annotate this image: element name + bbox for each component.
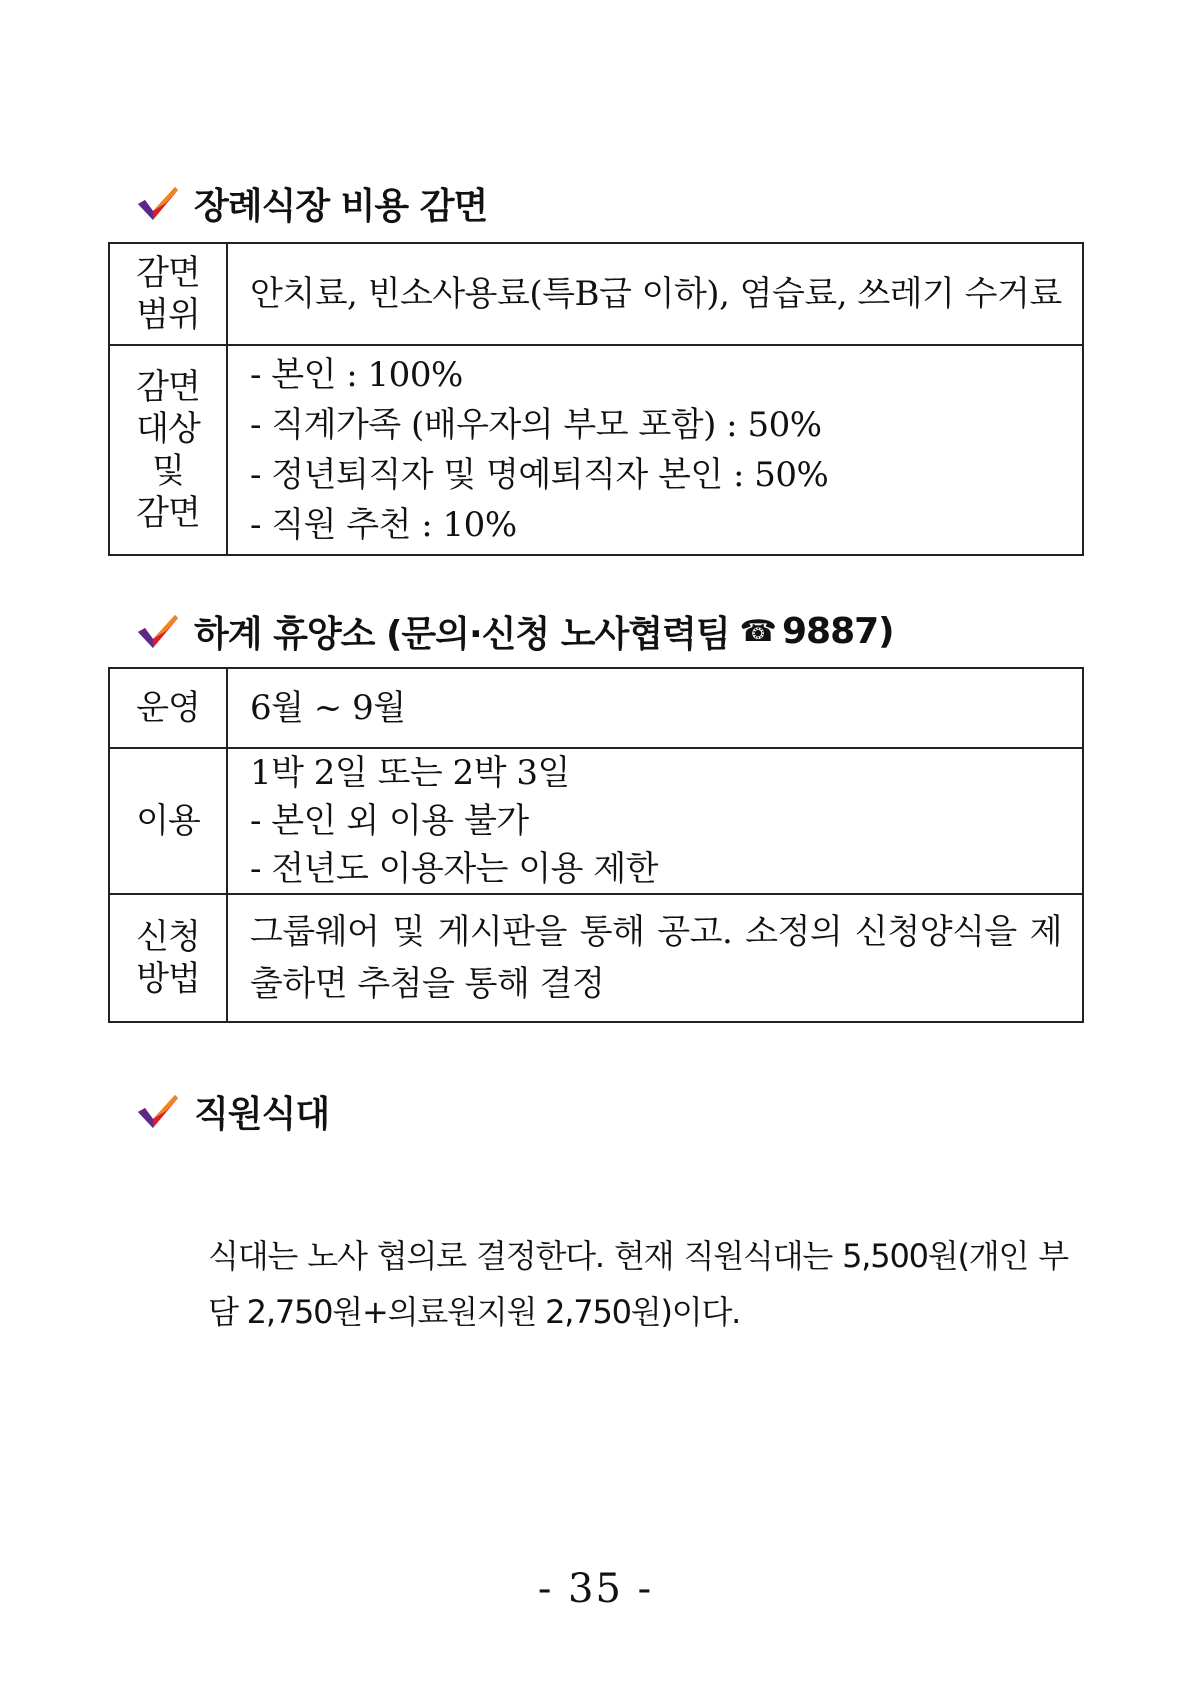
- section-title: 직원식대: [194, 1094, 330, 1135]
- check-mark-icon: [136, 1092, 180, 1132]
- label-line: 이용: [136, 801, 200, 841]
- phone-extension: 9887): [781, 611, 894, 652]
- label-line: 및: [152, 451, 184, 491]
- list-item: - 본인 외 이용 불가: [250, 801, 529, 841]
- list-item: - 직계가족 (배우자의 부모 포함) : 50%: [250, 405, 822, 445]
- row-label: [109, 748, 227, 894]
- label-line: 대상: [136, 409, 200, 449]
- row-content: [227, 668, 1083, 748]
- table-row: [109, 243, 1083, 345]
- label-line: 신청: [136, 917, 200, 957]
- section-title: 하계 휴양소 (문의·신청 노사협력팀: [194, 614, 730, 655]
- meal-paragraph: 식대는 노사 협의로 결정한다. 현재 직원식대는 5,500원(개인 부담 2,750원+의료원지원 2,750원)이다.: [208, 1237, 1068, 1331]
- check-mark-icon: [136, 184, 180, 224]
- resort-table: [108, 667, 1084, 1023]
- row-content: [227, 243, 1083, 345]
- row-content: [227, 345, 1083, 555]
- row-label: [109, 243, 227, 345]
- label-line: 감면: [136, 493, 200, 533]
- content-text: 안치료, 빈소사용료(특B급 이하), 염습료, 쓰레기 수거료: [250, 274, 1062, 314]
- list-item: - 정년퇴직자 및 명예퇴직자 본인 : 50%: [250, 455, 829, 495]
- table-row: [109, 894, 1083, 1022]
- table-row: [109, 668, 1083, 748]
- row-content: [227, 894, 1083, 1022]
- content-text: 그룹웨어 및 게시판을 통해 공고. 소정의 신청양식을 제출하면 추첨을 통해 결정: [250, 912, 1062, 1004]
- label-line: 운영: [136, 688, 200, 728]
- section-heading-meal: [136, 1086, 329, 1137]
- phone-icon: ☎: [739, 614, 776, 649]
- table-row: [109, 345, 1083, 555]
- list-item: - 직원 추천 : 10%: [250, 505, 517, 545]
- row-content: [227, 748, 1083, 894]
- row-label: [109, 668, 227, 748]
- row-label: [109, 345, 227, 555]
- section-heading-resort: [136, 606, 894, 657]
- section-title: 장례식장 비용 감면: [194, 186, 488, 227]
- label-line: 감면: [136, 253, 200, 293]
- check-mark-icon: [136, 612, 180, 652]
- page-number: - 35 -: [537, 1566, 654, 1612]
- label-line: 범위: [136, 295, 200, 335]
- list-item: - 본인 : 100%: [250, 355, 463, 395]
- label-line: 감면: [136, 367, 200, 407]
- list-item: - 전년도 이용자는 이용 제한: [250, 849, 659, 889]
- table-row: [109, 748, 1083, 894]
- content-text: 6월 ~ 9월: [250, 688, 406, 728]
- section-heading-funeral: [136, 178, 487, 229]
- funeral-table: [108, 242, 1084, 556]
- list-item: 1박 2일 또는 2박 3일: [250, 753, 570, 793]
- label-line: 방법: [136, 959, 200, 999]
- row-label: [109, 894, 227, 1022]
